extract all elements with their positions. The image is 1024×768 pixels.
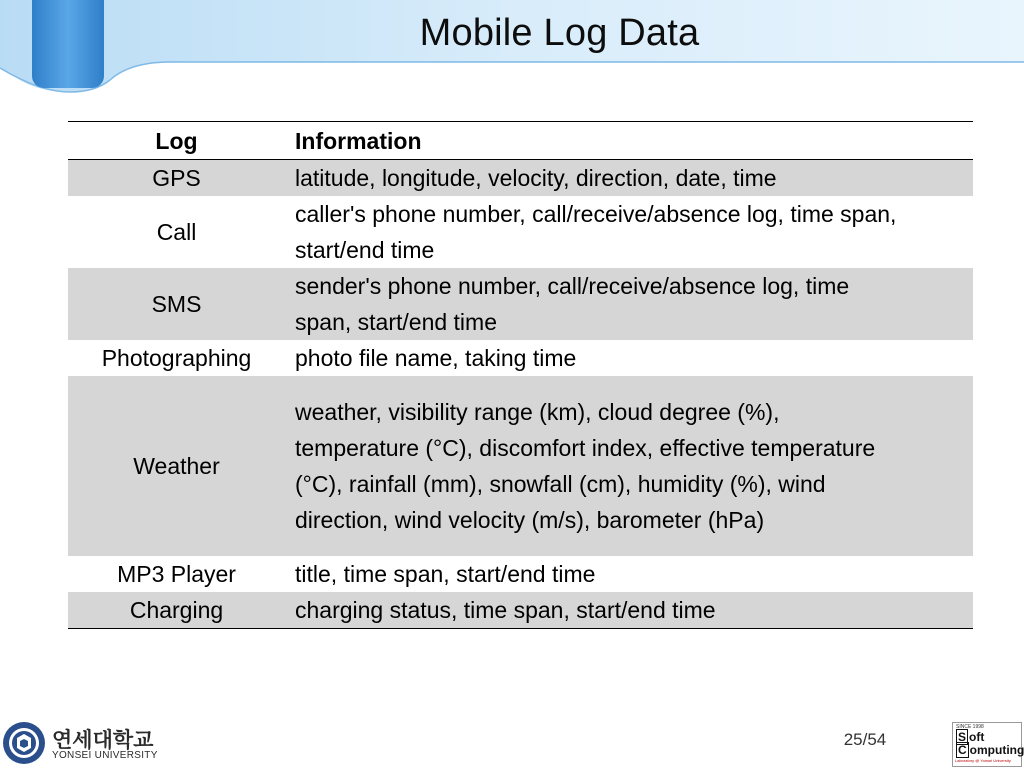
lab-name-word-soft: S oft <box>958 730 985 744</box>
soft-computing-lab-logo <box>952 722 1022 767</box>
page-number: 25/54 <box>843 730 887 749</box>
university-seal-icon <box>2 721 46 765</box>
table-row <box>68 160 973 197</box>
table-row <box>68 196 973 268</box>
lab-tagline: Laboratory @ Yonsei University <box>955 758 1011 763</box>
column-header-information: Information <box>285 122 973 160</box>
log-cell: MP3 Player <box>117 561 236 587</box>
mobile-log-table <box>68 121 973 629</box>
table-row <box>68 268 973 340</box>
information-cell: charging status, time span, start/end time <box>285 592 973 629</box>
log-cell: GPS <box>68 160 285 197</box>
log-cell: SMS <box>68 268 285 340</box>
page-title: Mobile Log Data <box>419 12 700 54</box>
log-cell: Photographing <box>101 345 252 371</box>
lab-since-text: SINCE 1998 <box>956 724 984 730</box>
table-row <box>68 376 973 556</box>
log-cell: Call <box>156 219 197 245</box>
information-cell: latitude, longitude, velocity, direction, date, time <box>285 160 973 197</box>
log-cell: Charging <box>68 592 285 629</box>
table-header-row <box>68 122 973 160</box>
information-cell: sender's phone number, call/receive/absence log, time span, start/end time <box>285 268 973 340</box>
information-cell: weather, visibility range (km), cloud degree (%), temperature (°C), discomfort index, effective temperature (°C), rainfall (mm), snowfall (cm), humidity (%), wind direction, wind velocity (m/s), barometer (hPa) <box>285 376 973 556</box>
table-row <box>68 340 973 376</box>
table-row <box>68 556 973 592</box>
table-row <box>68 592 973 629</box>
column-header-log: Log <box>68 122 285 160</box>
information-cell: title, time span, start/end time <box>295 561 596 587</box>
information-cell: caller's phone number, call/receive/absence log, time span, start/end time <box>295 201 897 263</box>
university-name-english: YONSEI UNIVERSITY <box>52 750 158 761</box>
lab-name-word-computing: C omputing <box>958 743 1024 757</box>
information-cell: photo file name, taking time <box>295 345 577 371</box>
yonsei-university-logo <box>2 721 162 765</box>
log-cell: Weather <box>68 376 285 556</box>
university-name-korean: 연세대학교 <box>52 728 154 752</box>
